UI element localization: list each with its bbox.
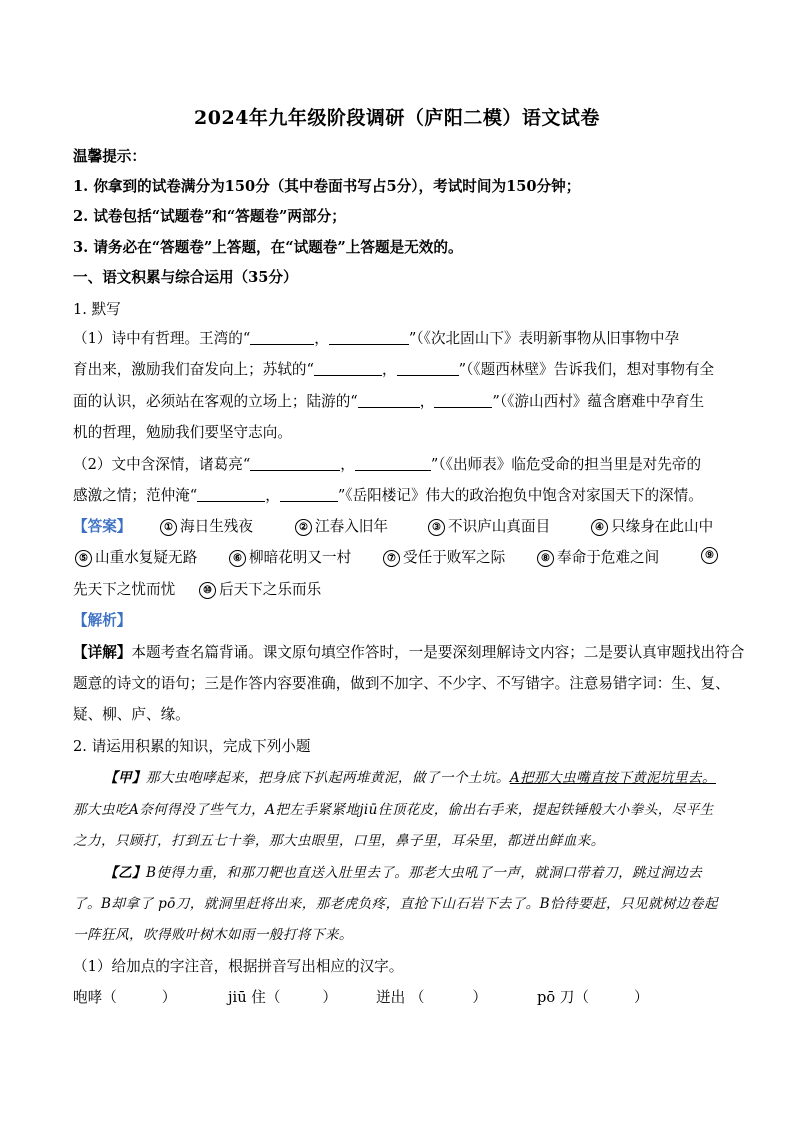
passage-jia-line-3: 之力，只顾打，打到五七十拳，那大虫眼里，口里，鼻子里，耳朵里，都迸出鲜血来。 [73, 833, 605, 849]
q1-part1-line3 [73, 390, 723, 411]
passage-label: 【乙】 [104, 865, 146, 881]
answer-text: 山重水复疑无路 [95, 549, 198, 566]
fill-item [228, 986, 337, 1007]
answer-item [295, 515, 388, 536]
answer-text: 先天下之忧而忧 [73, 581, 176, 598]
underlined-sentence: A把那大虫嘴直按下黄泥坑里去。 [509, 770, 716, 786]
q1-text: ”（《题西林壁》告诉我们，想对事物有全 [458, 361, 715, 378]
fill-label: 咆哮（ [73, 989, 117, 1006]
fill-close: ） [322, 989, 338, 1006]
answer-blank [197, 487, 265, 502]
q1-text: ， [265, 487, 280, 504]
answer-blank [434, 393, 492, 408]
question-1-number: 1. 默写 [73, 301, 121, 318]
q1-text: ”（《游山西村》蕴含磨难中孕育生 [492, 393, 705, 410]
tip-item-2: 2. 试卷包括“试题卷”和“答题卷”两部分； [73, 208, 346, 225]
passage-text: 那大虫咆哮起来，把身底下扒起两堆黄泥，做了一个土坑。 [145, 770, 510, 786]
fill-item [537, 986, 649, 1007]
answer-text: 受任于败军之际 [403, 549, 506, 566]
q1-text: （1）诗中有哲理。王湾的“ [73, 330, 251, 347]
q1-part1-line4: 机的哲理，勉励我们要坚守志向。 [73, 424, 292, 441]
answer-blank [329, 330, 409, 345]
analysis-text: 本题考查名篇背诵。课文原句填空作答时，一是要深刻理解诗文内容；二是要认真审题找出符合 [131, 644, 745, 661]
circled-number: ⑤ [75, 550, 92, 567]
q1-part2-line2 [73, 484, 723, 505]
answer-item [75, 546, 197, 567]
fill-label: jiū 住（ [228, 989, 281, 1006]
question-2-number: 2. 请运用积累的知识，完成下列小题 [73, 738, 311, 755]
answer-blank [280, 487, 338, 502]
page-title: 2024年九年级阶段调研（庐阳二模）语文试卷 [194, 107, 600, 129]
section-heading: 一、语文积累与综合运用（35分） [73, 269, 298, 286]
fill-item [376, 986, 487, 1007]
answer-text: 只缘身在此山中 [611, 518, 714, 535]
fill-close: ） [161, 989, 177, 1006]
answer-text: 柳暗花明又一村 [249, 549, 352, 566]
q1-text: 育出来，激励我们奋发向上；苏轼的“ [73, 361, 314, 378]
tip-item-3: 3. 请务必在“答题卷”上答题，在“试题卷”上答题是无效的。 [73, 239, 463, 256]
answer-line-1 [73, 515, 723, 536]
answer-text: 不识庐山真面目 [448, 518, 551, 535]
answer-blank [355, 456, 431, 471]
answer-text: 奉命于危难之间 [557, 549, 660, 566]
q1-part1-line1 [73, 327, 723, 348]
circled-number: ⑨ [701, 547, 718, 564]
fill-item [73, 986, 176, 1007]
q1-text: ”（《出师表》临危受命的担当里是对先帝的 [430, 456, 702, 473]
answer-text: 江春入旧年 [315, 518, 388, 535]
analysis-line-1 [73, 641, 745, 662]
passage-label: 【甲】 [104, 770, 146, 786]
circled-number: ① [160, 519, 177, 536]
answer-item [591, 515, 713, 536]
passage-jia-line-2: 那大虫吃A奈何得没了些气力，A把左手紧紧地jiū住顶花皮，偷出右手来，提起铁锤般大小拳头，尽平生 [73, 802, 714, 818]
q1-text: 面的认识，必须站在客观的立场上；陆游的“ [73, 393, 358, 410]
answer-blank [358, 393, 420, 408]
answer-blank [314, 361, 382, 376]
answer-item [383, 546, 505, 567]
q1-part2-line1 [73, 453, 723, 474]
circled-number: ③ [428, 519, 445, 536]
sub-question-1: （1）给加点的字注音，根据拼音写出相应的汉字。 [73, 958, 404, 975]
circled-number: ⑩ [199, 582, 216, 599]
answer-blank [250, 456, 340, 471]
answer-item [199, 578, 321, 599]
detail-label: 【详解】 [73, 644, 132, 661]
q1-text: （2）文中含深情，诸葛亮“ [73, 456, 251, 473]
fill-close: ） [633, 989, 649, 1006]
q1-text: ”《岳阳楼记》伟大的政治抱负中饱含对家国天下的深情。 [337, 487, 703, 504]
answer-item [428, 515, 550, 536]
tip-item-1: 1. 你拿到的试卷满分为150分（其中卷面书写占5分），考试时间为150分钟； [73, 178, 581, 195]
circled-number: ⑥ [229, 550, 246, 567]
q1-part1-line2 [73, 358, 723, 379]
answer-item [537, 546, 659, 567]
answer-blank [397, 361, 459, 376]
answer-item [229, 546, 351, 567]
analysis-label: 【解析】 [73, 612, 132, 629]
answer-item [701, 546, 721, 564]
answer-label: 【答案】 [73, 518, 132, 535]
fill-label: 迸出 （ [376, 989, 425, 1006]
answer-text: 后天下之乐而乐 [219, 581, 322, 598]
q1-text: ， [314, 330, 329, 347]
answer-item [160, 515, 253, 536]
circled-number: ⑦ [383, 550, 400, 567]
passage-jia-line-1 [104, 766, 754, 786]
answer-blank [250, 330, 314, 345]
fill-label: pō 刀（ [537, 989, 589, 1006]
fill-close: ） [472, 989, 488, 1006]
analysis-line-2: 题意的诗文的语句；三是作答内容要准确，做到不加字、不少字、不写错字。注意易错字词：生、复、 [73, 675, 730, 692]
passage-yi-line-1 [104, 861, 754, 881]
q1-text: ”（《次北固山下》表明新事物从旧事物中孕 [408, 330, 680, 347]
analysis-line-3: 疑、柳、庐、缘。 [73, 706, 190, 723]
passage-text: B使得力重，和那刀靶也直送入肚里去了。那老大虫吼了一声，就洞口带着刀，跳过涧边去 [145, 865, 703, 881]
q1-text: ， [340, 456, 355, 473]
circled-number: ⑧ [537, 550, 554, 567]
circled-number: ② [295, 519, 312, 536]
q1-text: 感激之情；范仲淹“ [73, 487, 198, 504]
passage-yi-line-3: 一阵狂风，吹得败叶树木如雨一般打将下来。 [73, 927, 353, 943]
q1-text: ， [381, 361, 397, 378]
answer-text: 海日生残夜 [180, 518, 253, 535]
tips-heading: 温馨提示： [73, 148, 146, 165]
circled-number: ④ [591, 519, 608, 536]
passage-yi-line-2: 了。B却拿了 pō刀，就洞里赶将出来，那老虎负疼，直抢下山石岩下去了。B恰待要赶，只见就树边卷起 [73, 896, 718, 912]
q1-text: ， [419, 393, 435, 410]
